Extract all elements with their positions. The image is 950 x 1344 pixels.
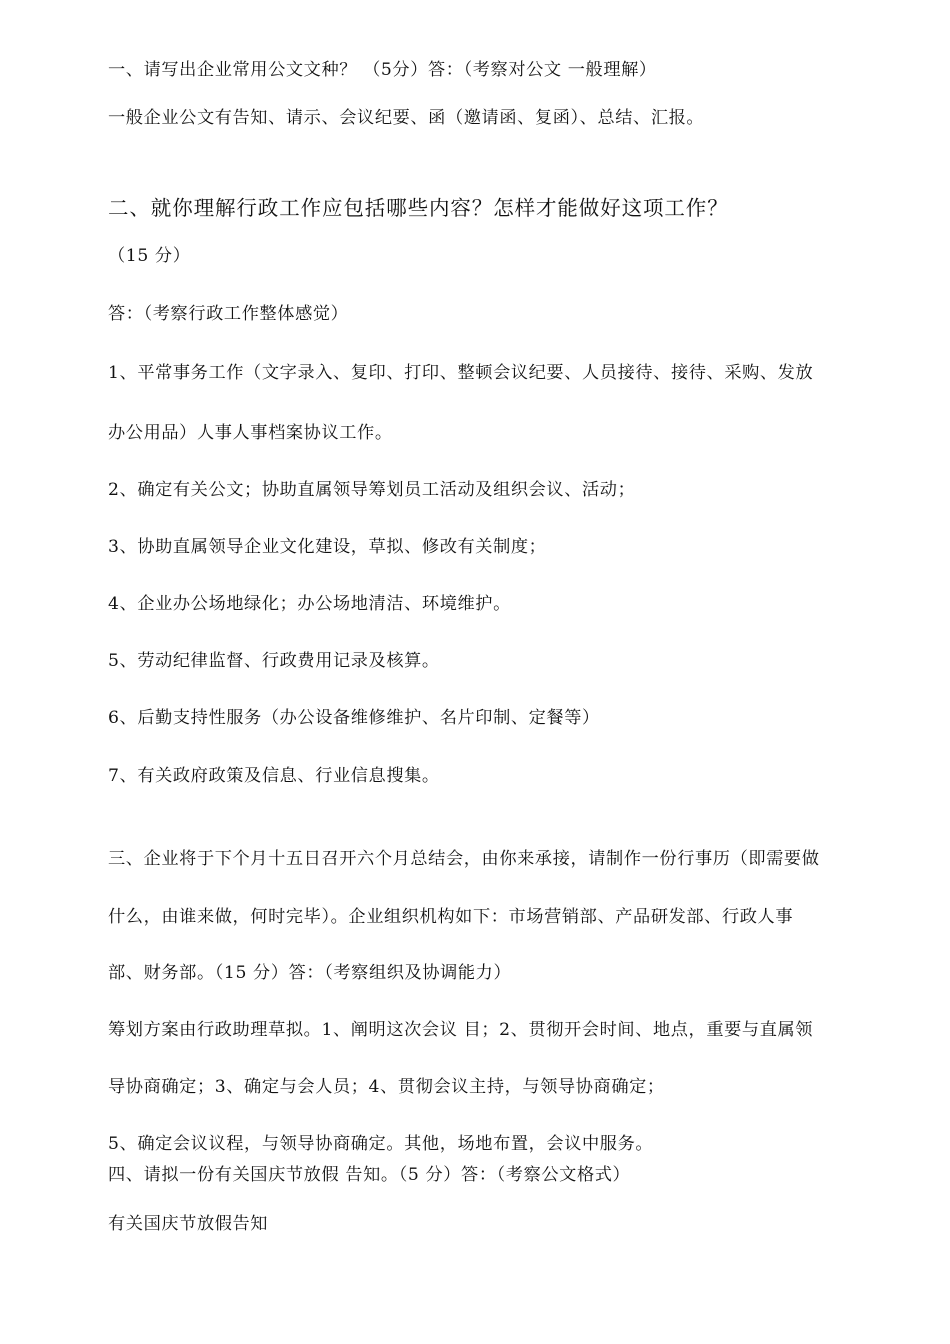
question-2-item-7: 7、有关政府政策及信息、行业信息搜集。 (108, 766, 440, 786)
question-1-answer: 一般企业公文有告知、请示、会议纪要、函（邀请函、复函）、总结、汇报。 (108, 108, 705, 128)
question-2-item-6: 6、后勤支持性服务（办公设备维修维护、名片印制、定餐等） (108, 708, 600, 728)
question-1-heading: 一、请写出企业常用公文文种？ （5分）答：（考察对公文 一般理解） (108, 60, 657, 80)
question-2-item-2: 2、确定有关公文；协助直属领导筹划员工活动及组织会议、活动； (108, 480, 636, 500)
question-3-answer-line-3: 5、确定会议议程，与领导协商确定。其他，场地布置，会议中服务。 (108, 1134, 654, 1154)
question-3-answer-line-2: 导协商确定；3、确定与会人员；4、贯彻会议主持，与领导协商确定； (108, 1077, 665, 1097)
question-3-line-2: 什么，由谁来做，何时完毕）。企业组织机构如下：市场营销部、产品研发部、行政人事 (108, 907, 794, 927)
question-3-line-1: 三、企业将于下个月十五日召开六个月总结会，由你来承接，请制作一份行事历（即需要做 (108, 849, 820, 869)
question-3-answer-line-1: 筹划方案由行政助理草拟。1、阐明这次会议 目；2、贯彻开会时间、地点，重要与直属领 (108, 1020, 814, 1040)
question-2-score: （15 分） (108, 246, 191, 266)
question-2-item-1-line-1: 1、平常事务工作（文字录入、复印、打印、整顿会议纪要、人员接待、接待、采购、发放 (108, 363, 814, 383)
question-2-answer-intro: 答：（考察行政工作整体感觉） (108, 304, 349, 324)
question-4-heading: 四、请拟一份有关国庆节放假 告知。（5 分）答：（考察公文格式） (108, 1165, 631, 1185)
question-2-item-5: 5、劳动纪律监督、行政费用记录及核算。 (108, 651, 440, 671)
question-2-item-1-line-2: 办公用品）人事人事档案协议工作。 (108, 423, 393, 443)
question-2-heading: 二、就你理解行政工作应包括哪些内容？怎样才能做好这项工作？ (108, 196, 729, 220)
question-4-answer-title: 有关国庆节放假告知 (108, 1214, 269, 1234)
question-3-line-3: 部、财务部。（15 分）答：（考察组织及协调能力） (108, 963, 512, 983)
question-2-item-4: 4、企业办公场地绿化；办公场地清洁、环境维护。 (108, 594, 511, 614)
question-2-item-3: 3、协助直属领导企业文化建设，草拟、修改有关制度； (108, 537, 547, 557)
